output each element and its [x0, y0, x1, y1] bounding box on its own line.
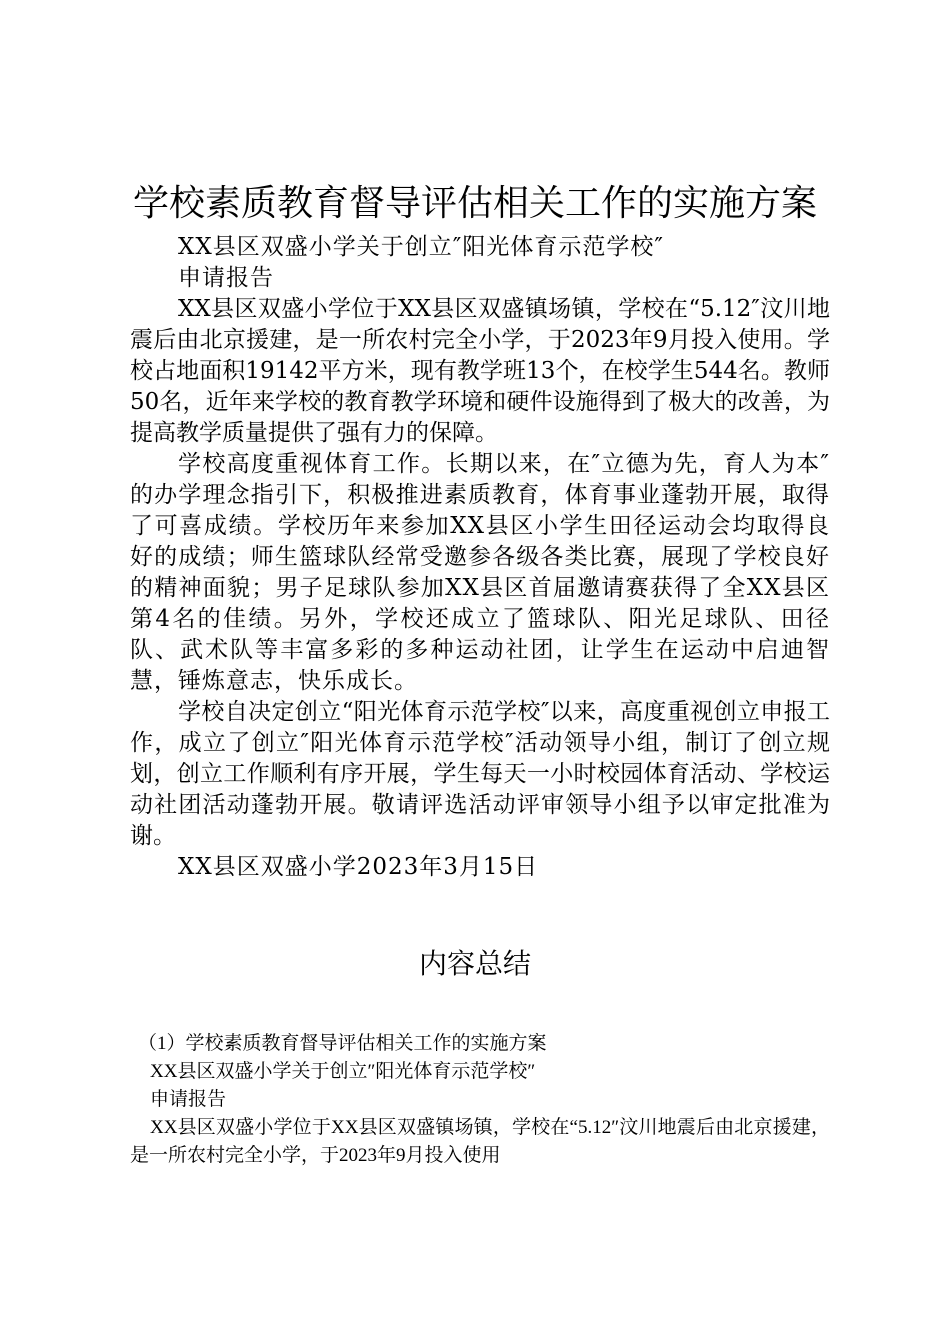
report-label: 申请报告 — [178, 265, 274, 291]
signature-date: XX县区双盛小学2023年3月15日 — [178, 854, 539, 880]
paragraph-school-intro: XX县区双盛小学位于XX县区双盛镇场镇，学校在“5.12″汶川地震后由北京援建，是一所农村完全小学，于2023年9月投入使用。学校占地面积19142平方米，现有教学班13个，在校学生544名。教师50名，近年来学校的教育教学环境和硬件设施得到了极大的改善，为提高教学质量提供了强有力的保障。 — [130, 296, 830, 446]
summary-line: XX县区双盛小学关于创立″阳光体育示范学校″ — [150, 1061, 536, 1082]
summary-heading: 内容总结 — [418, 947, 531, 980]
document-title: 学校素质教育督导评估相关工作的实施方案 — [132, 183, 817, 224]
paragraph-sports-work: 学校高度重视体育工作。长期以来，在″立德为先，育人为本″的办学理念指引下，积极推进素质教育，体育事业蓬勃开展，取得了可喜成绩。学校历年来参加XX县区小学生田径运动会均取得良好的成绩；师生篮球队经常受邀参各级各类比赛，展现了学校良好的精神面貌；男子足球队参加XX县区首届邀请赛获得了全XX县区第4名的佳绩。另外，学校还成立了篮球队、阳光足球队、田径队、武术队等丰富多彩的多种运动社团，让学生在运动中启迪智慧，锤炼意志，快乐成长。 — [130, 451, 830, 694]
document-body — [130, 232, 830, 883]
summary-line: XX县区双盛小学位于XX县区双盛镇场镇，学校在“5.12″汶川地震后由北京援建，是一所农村完全小学，于2023年9月投入使用 — [130, 1117, 830, 1166]
paragraph-application: 学校自决定创立“阳光体育示范学校″以来，高度重视创立申报工作，成立了创立″阳光体育示范学校″活动领导小组，制订了创立规划，创立工作顺利有序开展，学生每天一小时校园体育活动、学校运动社团活动蓬勃开展。敬请评选活动评审领导小组予以审定批准为谢。 — [130, 699, 830, 849]
summary-line: 申请报告 — [150, 1089, 227, 1110]
summary-section — [130, 1030, 830, 1170]
report-subject: XX县区双盛小学关于创立″阳光体育示范学校″ — [178, 234, 664, 260]
summary-item: （1）学校素质教育督导评估相关工作的实施方案 — [138, 1033, 547, 1054]
